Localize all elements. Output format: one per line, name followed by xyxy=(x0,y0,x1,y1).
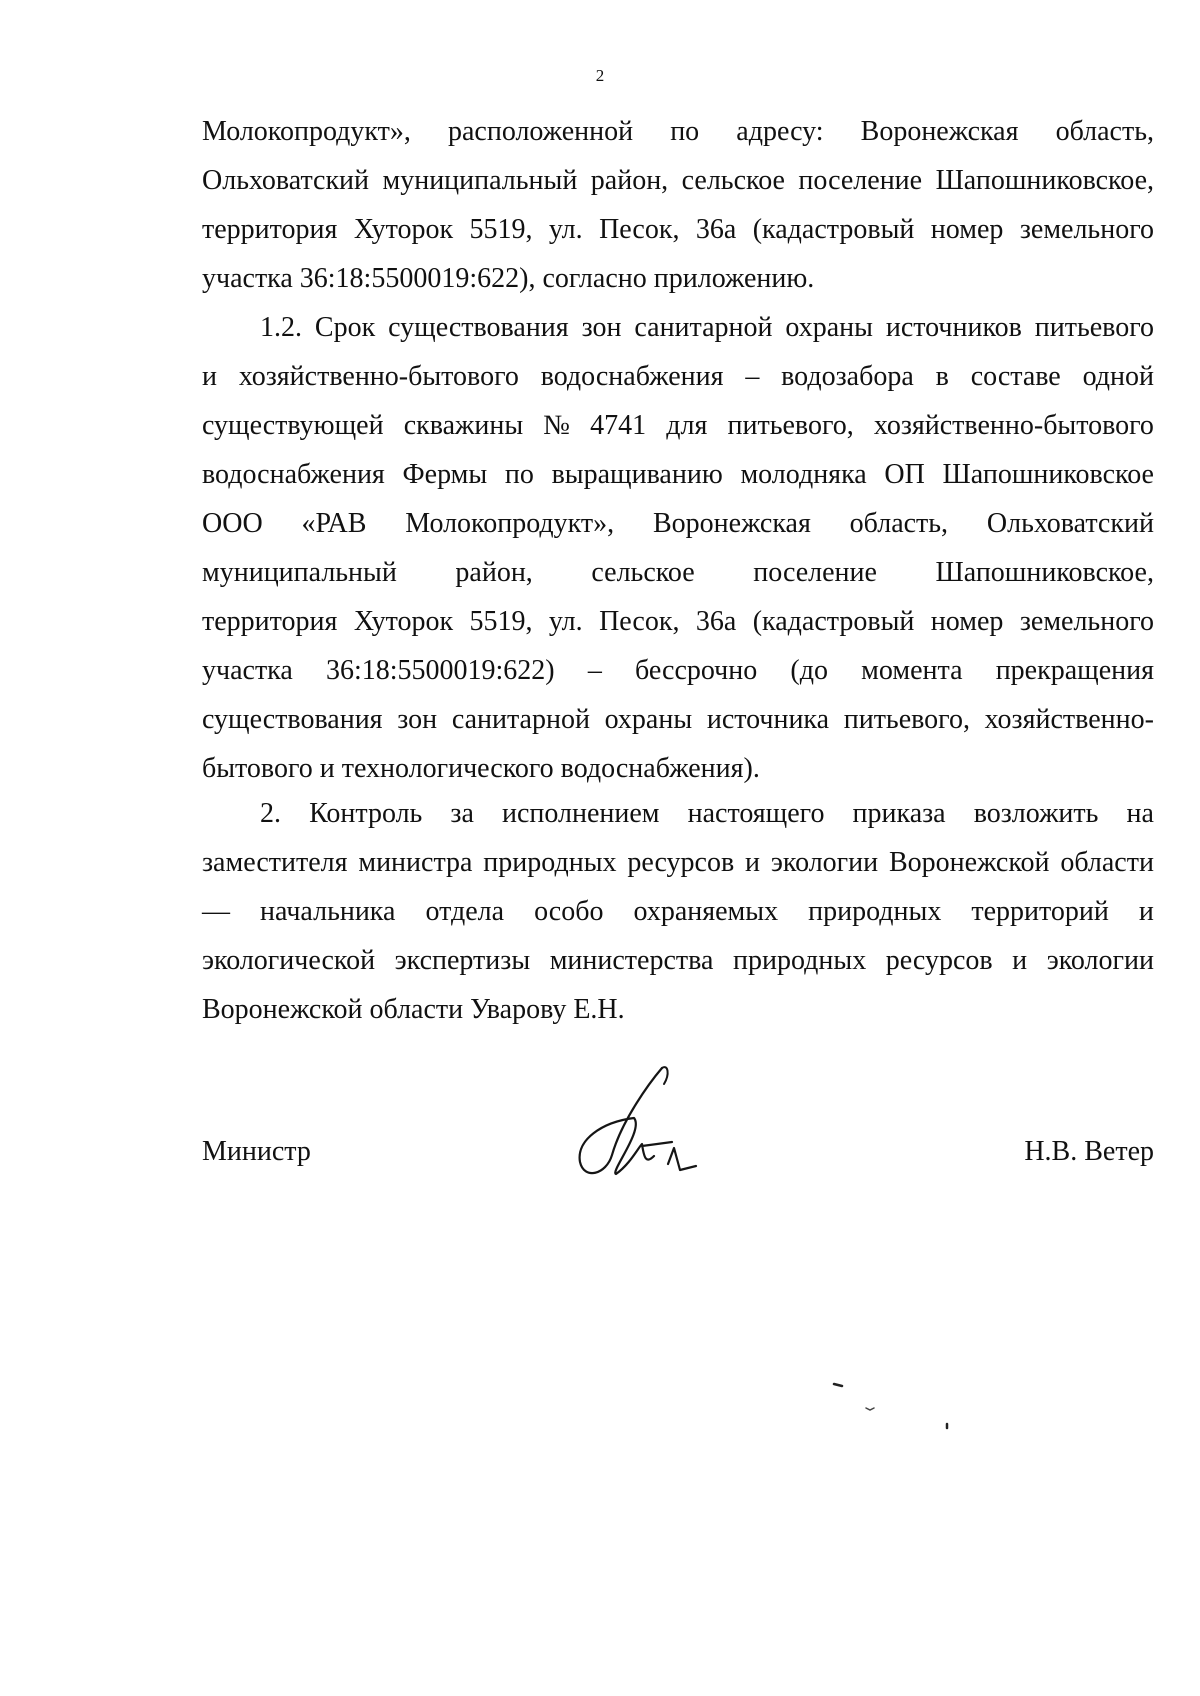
word: ООО xyxy=(202,508,263,539)
word: по xyxy=(670,116,700,147)
word: Хуторок xyxy=(353,606,454,637)
word: существующей xyxy=(202,410,384,441)
paragraph-address xyxy=(202,107,1154,303)
word: хозяйственно-бытового xyxy=(238,361,519,392)
word: территорий xyxy=(971,896,1109,927)
word: прекращения xyxy=(995,655,1154,686)
word: скважины xyxy=(403,410,524,441)
word: министра xyxy=(358,847,473,878)
word: 5519, xyxy=(469,214,533,245)
word: питьевого, xyxy=(727,410,854,441)
text-line xyxy=(202,450,1154,499)
word: Песок, xyxy=(599,606,680,637)
word: территория xyxy=(202,606,338,637)
word: 36а xyxy=(695,606,737,637)
word: Хуторок xyxy=(353,214,454,245)
word: за xyxy=(450,798,474,829)
word: номер xyxy=(930,606,1004,637)
word: Шапошниковское xyxy=(942,459,1154,490)
word: поселение xyxy=(753,557,877,588)
word: по xyxy=(504,459,534,490)
text-line xyxy=(202,887,1154,936)
word: земельного xyxy=(1019,214,1154,245)
word: номер xyxy=(930,214,1004,245)
text-line xyxy=(202,695,1154,744)
word: санитарной xyxy=(634,312,773,343)
word: в xyxy=(935,361,949,392)
word: бессрочно xyxy=(635,655,758,686)
word: источников xyxy=(885,312,1022,343)
text-line xyxy=(202,936,1154,985)
word: – xyxy=(587,655,602,686)
text-line-last: бытового и технологического водоснабжения). xyxy=(202,753,760,784)
word: водоснабжения xyxy=(202,459,385,490)
word: заместителя xyxy=(202,847,348,878)
word: санитарной xyxy=(451,704,590,735)
word: хозяйственно- xyxy=(984,704,1154,735)
word: участка xyxy=(202,655,293,686)
word: существования xyxy=(388,312,569,343)
word: ОП xyxy=(884,459,925,490)
word: Молокопродукт», xyxy=(202,116,411,147)
word: ул. xyxy=(548,606,583,637)
word: Ольховатский xyxy=(986,508,1154,539)
word: Шапошниковское, xyxy=(935,557,1154,588)
word: сельское xyxy=(591,557,695,588)
word: экологии xyxy=(770,847,879,878)
word: существования xyxy=(202,704,383,735)
word: — xyxy=(202,896,230,927)
word: питьевого xyxy=(1034,312,1154,343)
word: 5519, xyxy=(469,606,533,637)
text-line xyxy=(202,838,1154,887)
word: для xyxy=(666,410,708,441)
word: Песок, xyxy=(599,214,680,245)
word: поселение xyxy=(798,165,923,196)
word: охраны xyxy=(604,704,693,735)
word: – xyxy=(745,361,760,392)
word: зон xyxy=(397,704,438,735)
word: Контроль xyxy=(309,798,423,829)
word: министерства xyxy=(549,945,714,976)
word: 1.2. xyxy=(260,312,302,343)
word: начальника xyxy=(260,896,396,927)
text-line-last: Воронежской области Уварову Е.Н. xyxy=(202,994,625,1025)
word: 36:18:5500019:622) xyxy=(325,655,555,686)
text-line xyxy=(202,303,1154,352)
word: район, xyxy=(455,557,533,588)
word: водозабора xyxy=(781,361,914,392)
word: исполнением xyxy=(502,798,660,829)
signatory-name: Н.В. Ветер xyxy=(1024,1136,1154,1167)
word: охраны xyxy=(785,312,873,343)
word: водоснабжения xyxy=(540,361,724,392)
word: Воронежская xyxy=(860,116,1019,147)
signatory-title: Министр xyxy=(202,1136,311,1167)
word: адресу: xyxy=(736,116,824,147)
word: область, xyxy=(1055,116,1154,147)
word: 36а xyxy=(695,214,737,245)
word: расположенной xyxy=(447,116,634,147)
text-line xyxy=(202,107,1154,156)
word: (до xyxy=(790,655,828,686)
word: одной xyxy=(1082,361,1154,392)
page-number: 2 xyxy=(595,66,605,85)
word: природных xyxy=(732,945,867,976)
text-line xyxy=(202,401,1154,450)
word: территория xyxy=(202,214,338,245)
word: ул. xyxy=(548,214,583,245)
word: приказа xyxy=(852,798,946,829)
word: составе xyxy=(970,361,1061,392)
word: природных xyxy=(808,896,942,927)
paragraph-1-2-term xyxy=(202,303,1154,793)
text-line xyxy=(202,156,1154,205)
text-line xyxy=(202,352,1154,401)
word: источника xyxy=(706,704,830,735)
word: Срок xyxy=(314,312,376,343)
word: (кадастровый xyxy=(752,606,915,637)
word: экспертизы xyxy=(394,945,531,976)
word: ресурсов xyxy=(627,847,735,878)
word: отдела xyxy=(425,896,505,927)
word: Воронежской xyxy=(888,847,1050,878)
word: зон xyxy=(581,312,622,343)
word: молодняка xyxy=(740,459,867,490)
word: области xyxy=(1060,847,1154,878)
word: Ольховатский xyxy=(202,165,370,196)
word: питьевого, xyxy=(843,704,970,735)
word: ресурсов xyxy=(885,945,993,976)
word: область, xyxy=(849,508,949,539)
word: на xyxy=(1126,798,1154,829)
word: Молокопродукт», xyxy=(405,508,615,539)
text-line-last: участка 36:18:5500019:622), согласно приложению. xyxy=(202,263,815,294)
word: сельское xyxy=(681,165,785,196)
word: «РАВ xyxy=(301,508,367,539)
text-line xyxy=(202,646,1154,695)
word: природных xyxy=(483,847,617,878)
word: (кадастровый xyxy=(752,214,915,245)
word: возложить xyxy=(973,798,1099,829)
text-line xyxy=(202,499,1154,548)
word: Шапошниковское, xyxy=(935,165,1154,196)
text-line xyxy=(202,597,1154,646)
text-line xyxy=(202,548,1154,597)
word: муниципальный xyxy=(382,165,578,196)
word: особо xyxy=(534,896,604,927)
word: и xyxy=(1012,945,1028,976)
paragraph-2-control xyxy=(202,789,1154,1034)
word: 4741 xyxy=(590,410,647,441)
word: хозяйственно-бытового xyxy=(873,410,1154,441)
word: район, xyxy=(590,165,669,196)
word: и xyxy=(202,361,217,392)
word: настоящего xyxy=(687,798,825,829)
text-line xyxy=(202,205,1154,254)
word: и xyxy=(745,847,761,878)
text-line xyxy=(202,789,1154,838)
word: земельного xyxy=(1019,606,1154,637)
handwritten-signature xyxy=(572,1060,712,1190)
word: и xyxy=(1138,896,1154,927)
word: 2. xyxy=(260,798,281,829)
word: Воронежская xyxy=(652,508,811,539)
word: Фермы xyxy=(402,459,488,490)
word: экологии xyxy=(1046,945,1154,976)
word: выращиванию xyxy=(551,459,723,490)
word: охраняемых xyxy=(633,896,779,927)
word: экологической xyxy=(202,945,376,976)
word: муниципальный xyxy=(202,557,397,588)
word: № xyxy=(543,410,570,441)
word: момента xyxy=(861,655,963,686)
scan-specks xyxy=(830,1380,960,1440)
